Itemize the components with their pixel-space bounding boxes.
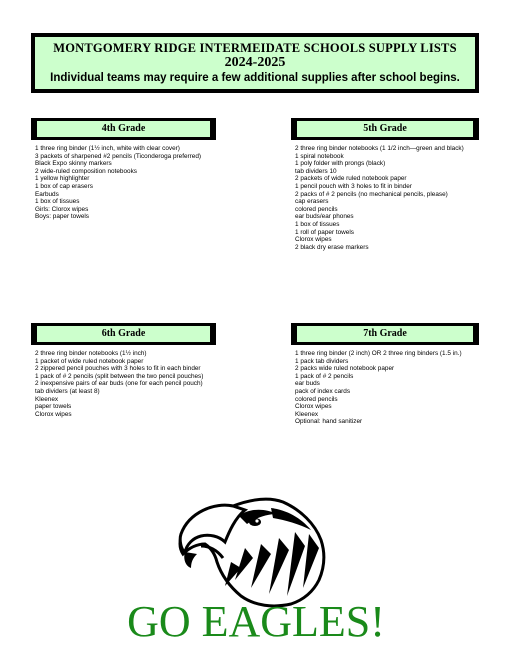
- list-item: colored pencils: [295, 205, 338, 213]
- list-item: 1 box of tissues: [35, 198, 80, 206]
- eagle-head-icon: [175, 488, 339, 608]
- list-item: Girls: Clorox wipes: [35, 205, 89, 213]
- supply-list-7th: [295, 350, 462, 426]
- go-eagles-slogan: GO EAGLES!: [127, 597, 385, 646]
- list-item: Optional: hand sanitizer: [295, 418, 363, 426]
- grade-title: 5th Grade: [297, 121, 473, 137]
- list-item: Black Expo skinny markers: [35, 160, 112, 168]
- supply-list-5th: [295, 145, 464, 251]
- list-item: 2 zippered pencil pouches with 3 holes to fit in each binder: [35, 365, 201, 373]
- list-item: 2 black dry erase markers: [295, 243, 369, 251]
- list-item: Kleenex: [35, 395, 59, 403]
- list-item: 2 wide-ruled composition notebooks: [35, 167, 137, 175]
- list-item: ear buds: [295, 380, 320, 388]
- list-item: 2 inexpensive pairs of ear buds (one for each pencil pouch): [35, 380, 203, 388]
- school-year: 2024-2025: [224, 55, 286, 70]
- list-item: 1 pack of # 2 pencils (split between the two pencil pouches): [35, 372, 204, 380]
- list-item: 1 spiral notebook: [295, 152, 344, 160]
- list-item: 1 yellow highlighter: [35, 175, 90, 183]
- grade-header-5th: [291, 118, 479, 140]
- list-item: cap erasers: [295, 198, 329, 206]
- grade-header-4th: [31, 118, 216, 140]
- supply-list-6th: [35, 350, 203, 418]
- list-item: 3 packets of sharpened #2 pencils (Ticonderoga preferred): [35, 152, 202, 160]
- list-item: 2 packs of # 2 pencils (no mechanical pencils, please): [295, 190, 448, 198]
- list-item: tab dividers 10: [295, 167, 337, 175]
- list-item: 1 pack tab dividers: [295, 357, 349, 365]
- list-item: 1 roll of paper towels: [295, 228, 354, 236]
- list-item: 1 three ring binder (1½ inch, white with clear cover): [35, 145, 180, 152]
- page-title: MONTGOMERY RIDGE INTERMEIDATE SCHOOLS SUPPLY LISTS: [53, 41, 457, 55]
- list-item: 1 box of cap erasers: [35, 182, 93, 190]
- list-item: tab dividers (at least 8): [35, 387, 100, 395]
- list-item: Clorox wipes: [295, 236, 332, 244]
- list-item: 2 three ring binder notebooks (1 1/2 inch—green and black): [295, 145, 464, 152]
- grade-header-6th: [31, 323, 216, 345]
- grade-title: 7th Grade: [297, 326, 473, 342]
- list-item: 2 packets of wide ruled notebook paper: [295, 175, 407, 183]
- grade-header-7th: [291, 323, 479, 345]
- banner-note: Individual teams may require a few additional supplies after school begins.: [50, 72, 460, 84]
- title-banner: [31, 33, 479, 93]
- supply-list-4th: [35, 145, 201, 221]
- list-item: Clorox wipes: [295, 403, 332, 411]
- list-item: pack of index cards: [295, 387, 351, 395]
- grade-title: 4th Grade: [37, 121, 210, 137]
- list-item: 1 box of tissues: [295, 220, 340, 228]
- list-item: 1 three ring binder (2 inch) OR 2 three ring binders (1.5 in.): [295, 350, 462, 357]
- list-item: ear buds/ear phones: [295, 213, 354, 221]
- list-item: Earbuds: [35, 190, 59, 198]
- list-item: Boys: paper towels: [35, 213, 89, 221]
- list-item: 1 poly folder with prongs (black): [295, 160, 386, 168]
- list-item: 2 packs wide ruled notebook paper: [295, 365, 395, 373]
- list-item: colored pencils: [295, 395, 338, 403]
- list-item: 1 pencil pouch with 3 holes to fit in binder: [295, 182, 412, 190]
- list-item: 1 pack of # 2 pencils: [295, 372, 354, 380]
- grade-title: 6th Grade: [37, 326, 210, 342]
- list-item: paper towels: [35, 403, 72, 411]
- list-item: 1 packet of wide ruled notebook paper: [35, 357, 144, 365]
- list-item: Clorox wipes: [35, 410, 72, 418]
- list-item: 2 three ring binder notebooks (1½ inch): [35, 350, 147, 357]
- list-item: Kleenex: [295, 410, 319, 418]
